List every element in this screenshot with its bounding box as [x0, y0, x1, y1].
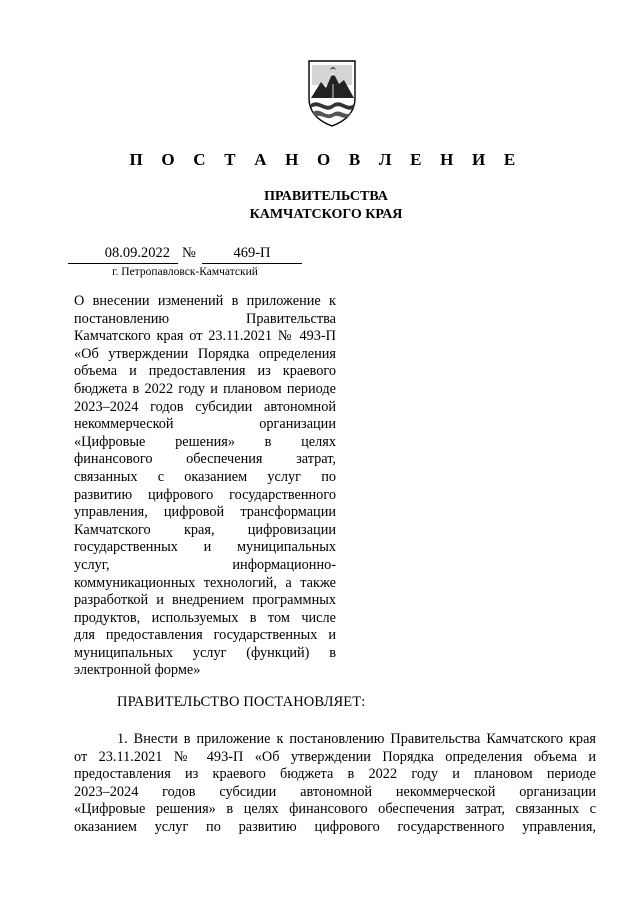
subject-line: 2023–2024 годов субсидии автономной	[74, 398, 336, 415]
subject-line: электронной форме»	[74, 662, 201, 679]
document-number: 469-П	[233, 245, 271, 261]
subject-line: постановлению Правительства	[74, 310, 336, 327]
subject-line: бюджета в 2022 году и плановом периоде	[74, 380, 336, 397]
coat-of-arms-icon	[303, 58, 361, 128]
subject-line: финансового обеспечения затрат,	[74, 451, 336, 468]
document-body	[74, 731, 596, 837]
subject-line: Камчатского края от 23.11.2021 № 493-П	[74, 328, 336, 345]
document-date: 08.09.2022	[104, 245, 170, 261]
subject-line: продуктов, используемых в том числе	[74, 609, 336, 626]
document-subject	[74, 293, 336, 680]
subject-line: объема и предоставления из краевого	[74, 363, 336, 380]
body-line: оказанием услуг по развитию цифрового государственного управления,	[74, 818, 596, 835]
subject-line: управления, цифровой трансформации	[74, 504, 336, 521]
subject-line: услуг, информационно-	[74, 556, 336, 573]
resolution-heading: ПРАВИТЕЛЬСТВО ПОСТАНОВЛЯЕТ:	[117, 694, 366, 710]
city-caption: г. Петропавловск-Камчатский	[112, 266, 258, 278]
subject-line: государственных и муниципальных	[74, 539, 336, 556]
subject-line: некоммерческой организации	[74, 416, 336, 433]
subject-line: связанных с оказанием услуг по	[74, 468, 336, 485]
body-line: от 23.11.2021 № 493-П «Об утверждении Порядка определения объема и	[74, 748, 596, 765]
number-label: №	[182, 245, 196, 261]
subject-line: «Об утверждении Порядка определения	[74, 345, 336, 362]
issuer-line-2: КАМЧАТСКОГО КРАЯ	[249, 207, 403, 222]
body-line: 2023–2024 годов субсидии автономной некоммерческой организации	[74, 783, 596, 800]
body-line: 1. Внести в приложение к постановлению Правительства Камчатского края	[117, 731, 596, 747]
issuer-line-1: ПРАВИТЕЛЬСТВА	[264, 189, 388, 204]
subject-line: Камчатского края, цифровизации	[74, 521, 336, 538]
subject-line: О внесении изменений в приложение к	[74, 293, 336, 309]
body-line: «Цифровые решения» в целях финансового обеспечения затрат, связанных с	[74, 801, 596, 818]
subject-line: для предоставления государственных и	[74, 627, 336, 644]
subject-line: муниципальных услуг (функций) в	[74, 644, 336, 661]
document-type-title: П О С Т А Н О В Л Е Н И Е	[129, 150, 523, 169]
body-line: предоставления из краевого бюджета в 2022 году и плановом периоде	[74, 766, 596, 783]
date-underline	[68, 263, 178, 264]
subject-line: коммуникационных технологий, а также	[74, 574, 336, 591]
subject-line: разработкой и внедрением программных	[74, 592, 336, 609]
number-underline	[202, 263, 302, 264]
subject-line: «Цифровые решения» в целях	[74, 433, 336, 450]
subject-line: развитию цифрового государственного	[74, 486, 336, 503]
